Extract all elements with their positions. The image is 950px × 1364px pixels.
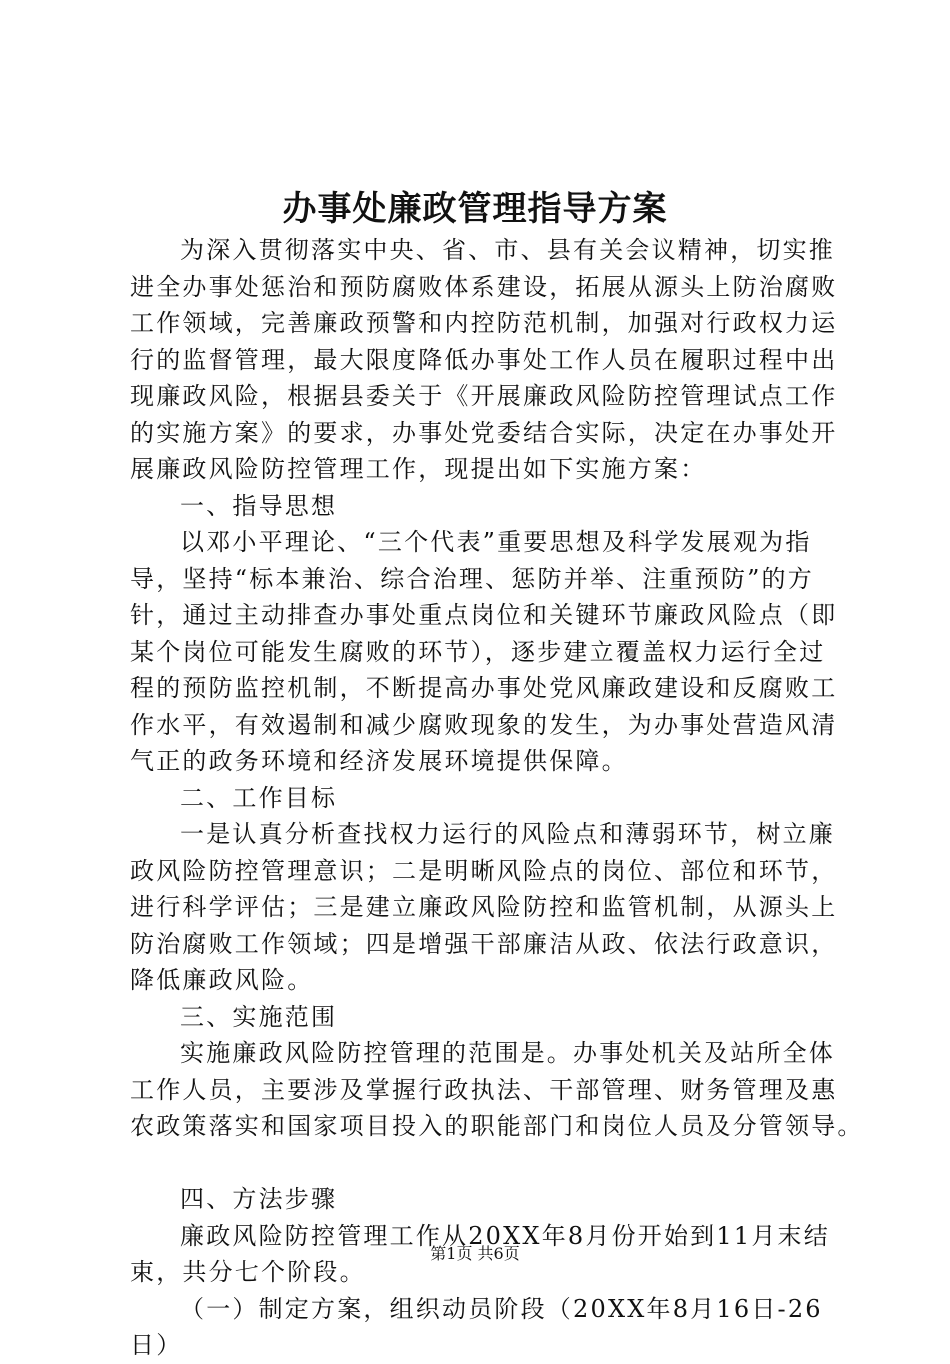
paragraph-line: 的实施方案》的要求，办事处党委结合实际，决定在办事处开	[130, 418, 838, 447]
paragraph-line: 作水平，有效遏制和减少腐败现象的发生，为办事处营造风清	[130, 710, 838, 739]
document-body	[130, 232, 864, 1364]
paragraph-line: 以邓小平理论、“三个代表”重要思想及科学发展观为指	[180, 528, 812, 556]
section-heading: 一、指导思想	[180, 491, 338, 520]
paragraph-line: 束，共分七个阶段。	[130, 1258, 366, 1286]
page-footer: 第1页 共6页	[430, 1244, 520, 1263]
paragraph-line: 展廉政风险防控管理工作，现提出如下实施方案：	[130, 455, 707, 483]
section-heading: 三、实施范围	[180, 1002, 338, 1031]
paragraph-line: 廉政风险防控管理工作从20XX年8月份开始到11月末结	[180, 1221, 830, 1250]
paragraph-line: （一）制定方案，组织动员阶段（20XX年8月16日-26	[180, 1294, 823, 1323]
paragraph-line: 工作人员，主要涉及掌握行政执法、干部管理、财务管理及惠	[130, 1075, 838, 1104]
section-heading: 四、方法步骤	[180, 1185, 338, 1213]
paragraph-line: 降低廉政风险。	[130, 966, 314, 994]
paragraph-line: 实施廉政风险防控管理的范围是。办事处机关及站所全体	[180, 1039, 835, 1067]
paragraph-line: 某个岗位可能发生腐败的环节），逐步建立覆盖权力运行全过	[130, 637, 826, 666]
blank-line	[130, 1145, 830, 1182]
paragraph-line: 程的预防监控机制，不断提高办事处党风廉政建设和反腐败工	[130, 674, 838, 702]
paragraph-line: 气正的政务环境和经济发展环境提供保障。	[130, 747, 628, 775]
paragraph-line: 一是认真分析查找权力运行的风险点和薄弱环节，树立廉	[180, 820, 835, 848]
paragraph-line: 日）	[130, 1331, 183, 1359]
paragraph-line: 农政策落实和国家项目投入的职能部门和岗位人员及分管领导。	[130, 1112, 864, 1140]
paragraph-line: 行的监督管理，最大限度降低办事处工作人员在履职过程中出	[130, 345, 838, 374]
paragraph-line: 现廉政风险，根据县委关于《开展廉政风险防控管理试点工作	[130, 382, 838, 410]
paragraph-line: 进全办事处惩治和预防腐败体系建设，拓展从源头上防治腐败	[130, 272, 838, 301]
paragraph-line: 导，坚持“标本兼治、综合治理、惩防并举、注重预防”的方	[130, 564, 814, 593]
paragraph-line: 工作领域，完善廉政预警和内控防范机制，加强对行政权力运	[130, 309, 838, 337]
paragraph-line: 进行科学评估；三是建立廉政风险防控和监管机制，从源头上	[130, 893, 838, 921]
section-heading: 二、工作目标	[180, 783, 338, 812]
paragraph-line: 政风险防控管理意识；二是明晰风险点的岗位、部位和环节，	[130, 856, 838, 885]
paragraph-line: 防治腐败工作领域；四是增强干部廉洁从政、依法行政意识，	[130, 929, 838, 958]
document-title: 办事处廉政管理指导方案	[282, 189, 668, 229]
paragraph-line: 为深入贯彻落实中央、省、市、县有关会议精神，切实推	[180, 236, 835, 264]
paragraph-line: 针，通过主动排查办事处重点岗位和关键环节廉政风险点（即	[130, 601, 838, 629]
